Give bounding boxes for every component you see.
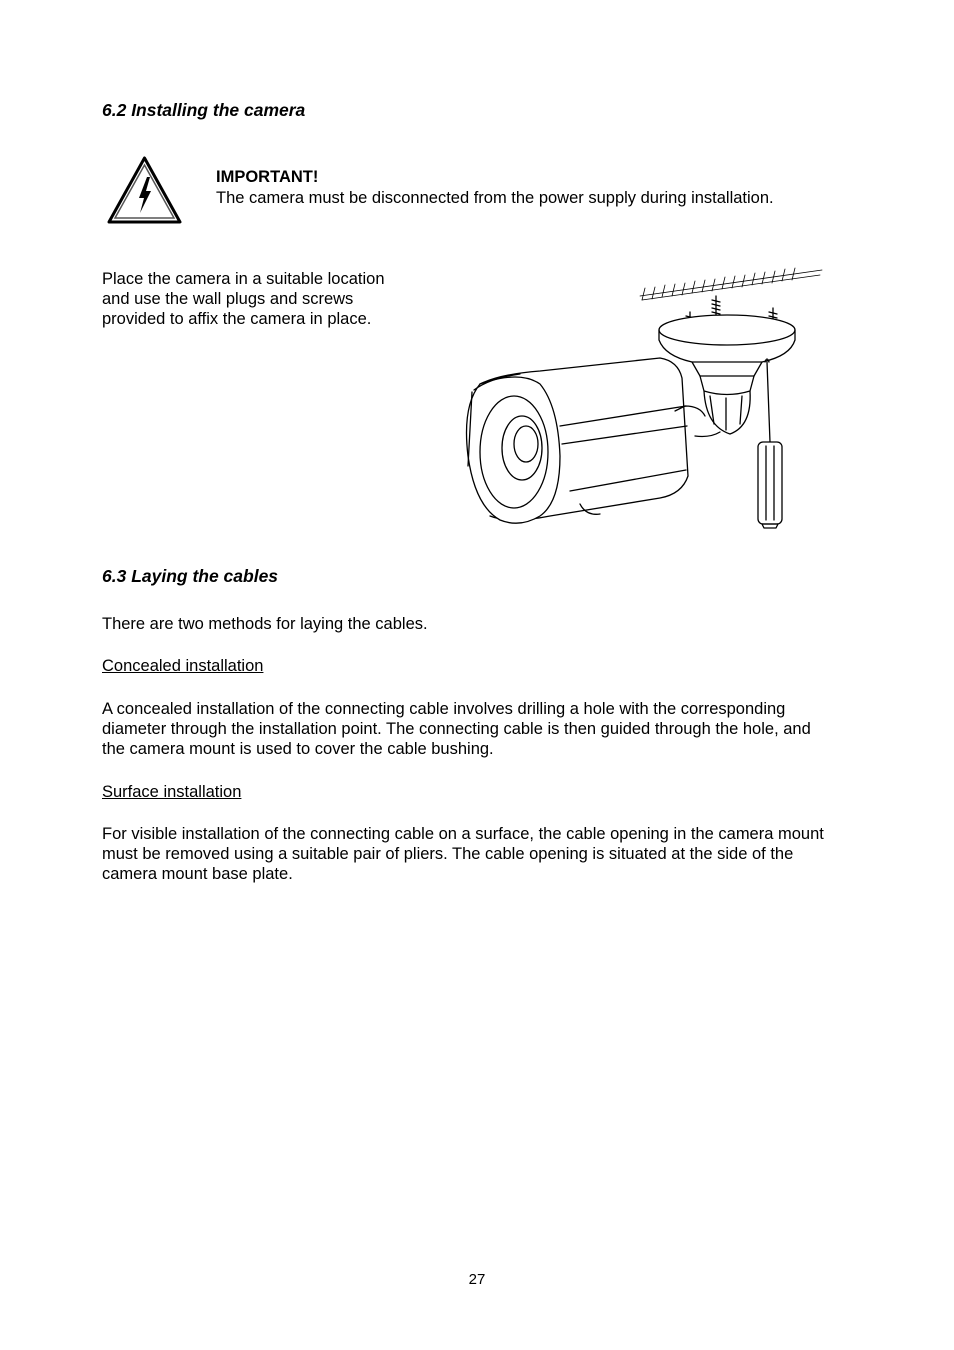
concealed-line-1: A concealed installation of the connecting cable involves drilling a hole with the corresponding: [102, 700, 786, 718]
important-text: The camera must be disconnected from the power supply during installation.: [216, 189, 774, 207]
concealed-line-3: the camera mount is used to cover the cable bushing.: [102, 740, 494, 758]
page-number: 27: [468, 1271, 486, 1288]
important-title: IMPORTANT!: [216, 168, 319, 186]
placement-line-1: Place the camera in a suitable location: [102, 270, 385, 288]
high-voltage-warning-icon: [106, 155, 183, 225]
placement-line-2: and use the wall plugs and screws: [102, 290, 354, 308]
placement-line-3: provided to affix the camera in place.: [102, 310, 372, 328]
surface-line-1: For visible installation of the connecting cable on a surface, the cable opening in the camera mount: [102, 825, 824, 843]
concealed-installation-title: Concealed installation: [102, 657, 264, 675]
section-heading-installing: 6.2 Installing the camera: [102, 100, 306, 120]
surface-installation-title: Surface installation: [102, 783, 242, 801]
surface-line-2: must be removed using a suitable pair of pliers. The cable opening is situated at the side of the: [102, 845, 794, 863]
concealed-line-2: diameter through the installation point. The connecting cable is then guided through the hole, and: [102, 720, 811, 738]
surface-line-3: camera mount base plate.: [102, 865, 293, 883]
section-heading-laying-cables: 6.3 Laying the cables: [102, 566, 279, 586]
cables-intro: There are two methods for laying the cables.: [102, 615, 428, 633]
camera-mount-illustration: [460, 266, 824, 530]
